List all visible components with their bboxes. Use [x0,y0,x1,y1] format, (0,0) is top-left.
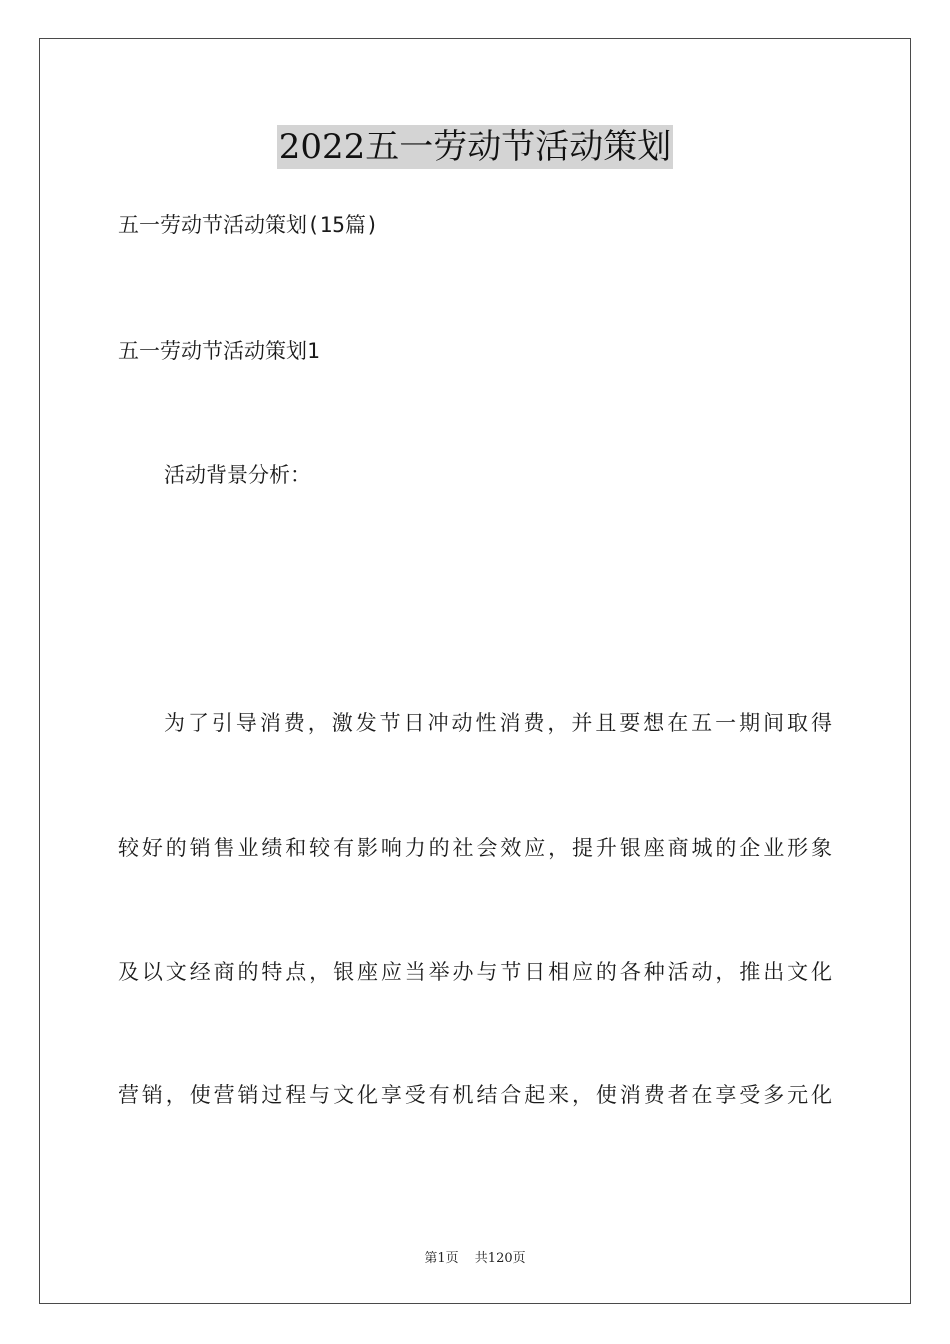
total-pages: 共120页 [474,1251,526,1266]
paragraph-line: 较好的销售业绩和较有影响力的社会效应，提升银座商城的企业形象 [118,836,832,860]
paragraph-line: 为了引导消费，激发节日冲动性消费，并且要想在五一期间取得 [164,711,832,735]
paragraph-line: 营销，使营销过程与文化享受有机结合起来，使消费者在享受多元化 [118,1083,832,1107]
subheading: 活动背景分析： [164,463,311,487]
document-subtitle: 五一劳动节活动策划(15篇) [118,213,379,237]
document-title: 2022五一劳动节活动策划 [278,127,672,167]
title-container [0,125,950,169]
page-footer [0,1247,950,1266]
paragraph-line: 及以文经商的特点，银座应当举办与节日相应的各种活动，推出文化 [118,960,832,984]
page-number: 第1页 [424,1251,459,1266]
section-heading: 五一劳动节活动策划1 [118,339,320,363]
